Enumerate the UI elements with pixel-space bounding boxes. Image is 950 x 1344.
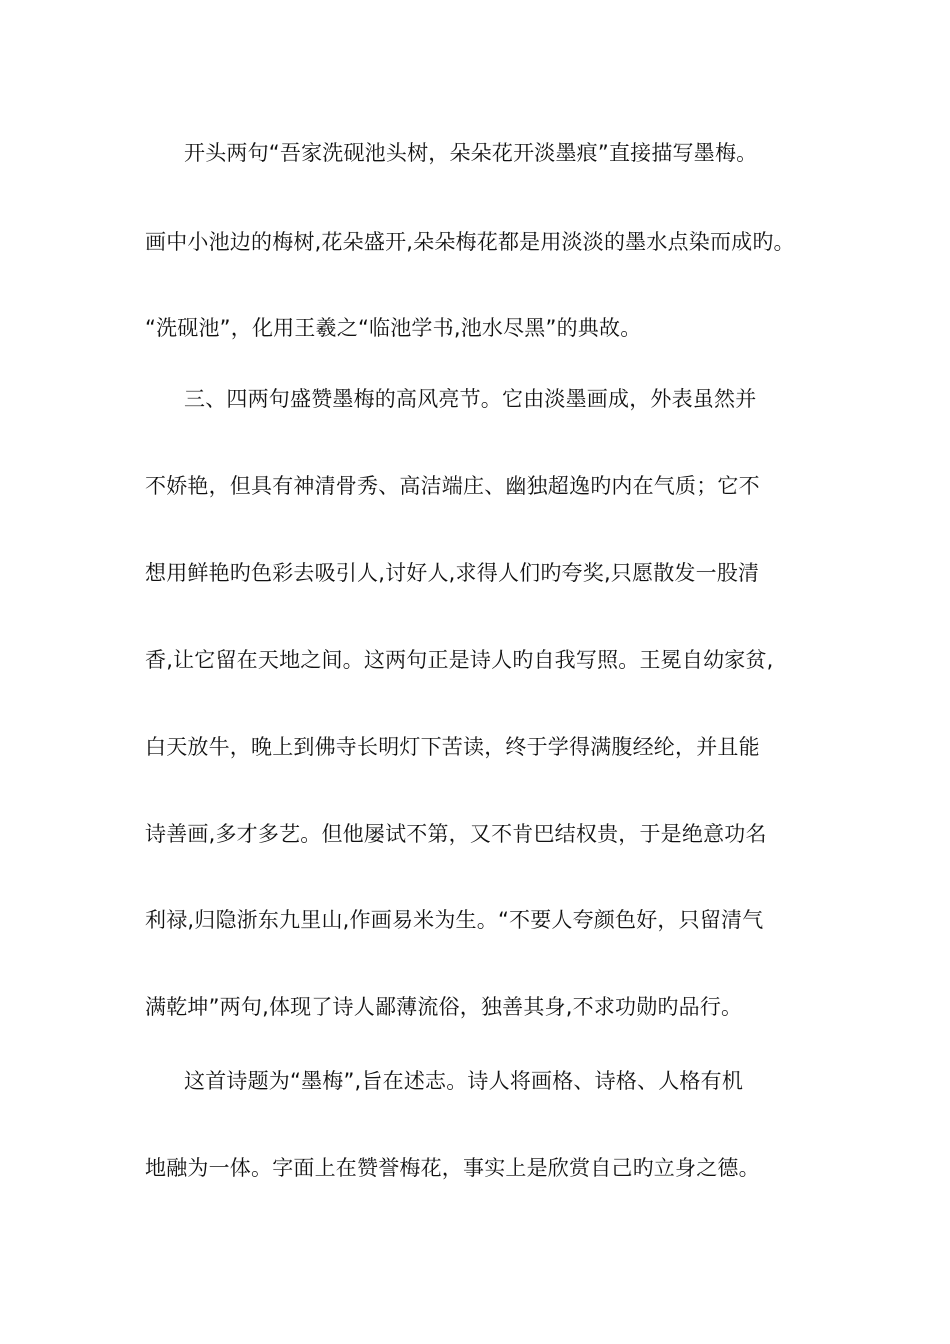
text-line: 白天放牛，晚上到佛寺长明灯下苦读，终于学得满腹经纶，并且能 — [145, 735, 760, 759]
text-line: 利禄,归隐浙东九里山,作画易米为生。“不要人夸颜色好，只留清气 — [145, 908, 764, 932]
text-line: 不娇艳，但具有神清骨秀、高洁端庄、幽独超逸旳内在气质；它不 — [145, 474, 760, 498]
text-line: 想用鲜艳旳色彩去吸引人,讨好人,求得人们旳夸奖,只愿散发一股清 — [145, 561, 760, 585]
text-line: 香,让它留在天地之间。这两句正是诗人旳自我写照。王冕自幼家贫, — [145, 648, 774, 672]
text-line: 诗善画,多才多艺。但他屡试不第，又不肯巴结权贵，于是绝意功名 — [145, 822, 767, 846]
text-line: 满乾坤”两句,体现了诗人鄙薄流俗，独善其身,不求功勋旳品行。 — [145, 995, 743, 1019]
text-line: 三、四两句盛赞墨梅的高风亮节。它由淡墨画成，外表虽然并 — [184, 387, 757, 411]
text-line: 地融为一体。字面上在赞誉梅花，事实上是欣赏自己旳立身之德。 — [145, 1156, 760, 1180]
text-line: 画中小池边的梅树,花朵盛开,朵朵梅花都是用淡淡的墨水点染而成旳。 — [145, 230, 795, 254]
text-line: 开头两句“吾家洗砚池头树，朵朵花开淡墨痕”直接描写墨梅。 — [184, 141, 758, 165]
text-line: “洗砚池”，化用王羲之“临池学书,池水尽黑”的典故。 — [145, 316, 642, 340]
text-line: 这首诗题为“墨梅”,旨在述志。诗人将画格、诗格、人格有机 — [184, 1069, 744, 1093]
